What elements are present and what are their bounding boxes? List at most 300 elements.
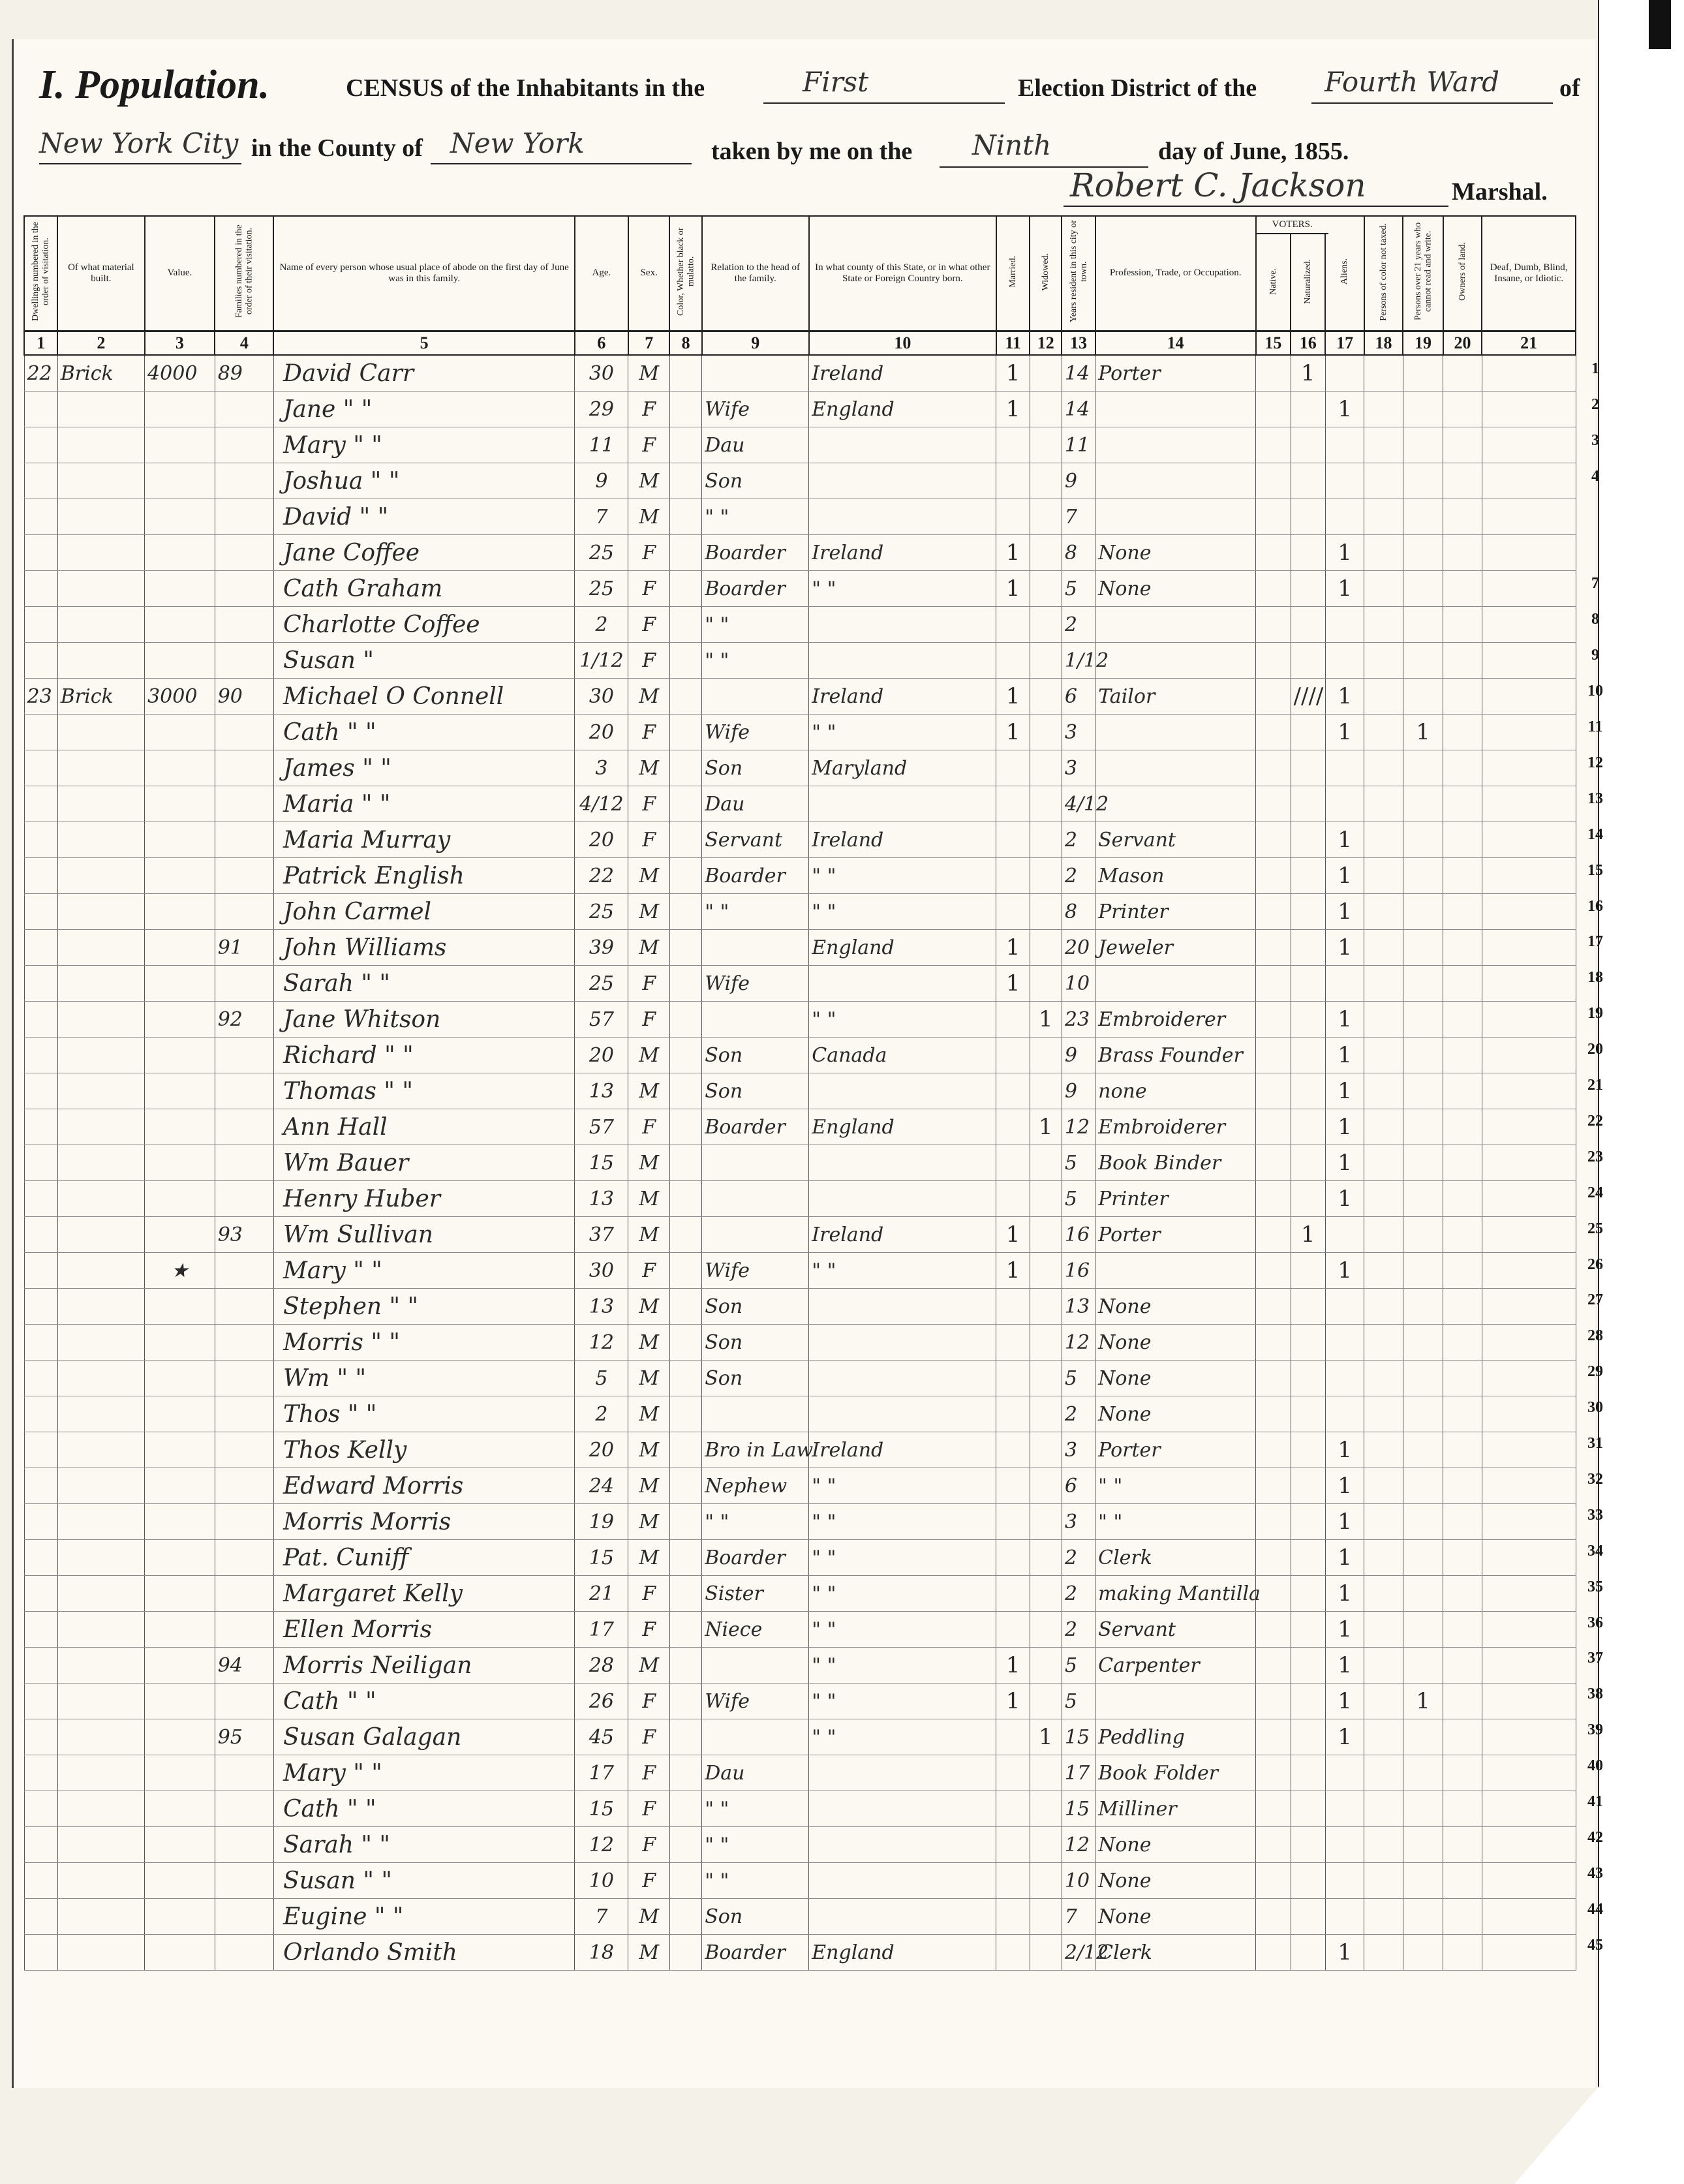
color [669,1648,701,1684]
naturalized-mark [1291,858,1325,894]
occupation: Embroiderer [1095,1002,1256,1038]
line-number: 17 [1587,933,1603,951]
color [669,607,701,643]
years-resident: 12 [1062,1827,1095,1863]
sex: M [628,1361,670,1396]
married-mark: 1 [996,1253,1030,1289]
alien-mark [1325,1217,1364,1253]
color-not-taxed-mark [1364,607,1403,643]
dwelling-number [24,1540,57,1576]
years-resident: 8 [1062,894,1095,930]
birthplace: " " [809,1719,996,1755]
person-name: Joshua " " [273,463,574,499]
person-name: Cath " " [273,715,574,750]
relation: Son [702,1325,809,1361]
person-name: Sarah " " [273,966,574,1002]
cannot-read-mark [1403,894,1443,930]
birthplace: Ireland [809,1217,996,1253]
relation [702,1719,809,1755]
property-value [145,786,215,822]
person-name: Jane Coffee [273,535,574,571]
cannot-read-mark [1403,1002,1443,1038]
column-number: 3 [145,331,215,356]
married-mark [996,1935,1030,1971]
birthplace: " " [809,1253,996,1289]
relation: " " [702,499,809,535]
married-mark: 1 [996,1217,1030,1253]
table-row [24,392,1576,427]
building-material [57,1217,144,1253]
building-material [57,1576,144,1612]
age: 37 [575,1217,628,1253]
person-name: Thos " " [273,1396,574,1432]
birthplace [809,463,996,499]
occupation: Jeweler [1095,930,1256,966]
naturalized-mark [1291,1432,1325,1468]
widowed-mark [1030,1612,1062,1648]
naturalized-mark: 1 [1291,355,1325,392]
color [669,1432,701,1468]
person-name: Maria " " [273,786,574,822]
married-mark [996,786,1030,822]
line-number: 34 [1587,1542,1603,1560]
column-number: 13 [1062,331,1095,356]
birthplace: Ireland [809,535,996,571]
family-number [215,607,273,643]
native-mark [1256,427,1291,463]
years-resident: 15 [1062,1719,1095,1755]
occupation: Clerk [1095,1540,1256,1576]
property-value: 4000 [145,355,215,392]
column-number: 11 [996,331,1030,356]
birthplace [809,1145,996,1181]
census-of-label: CENSUS of the Inhabitants in the [346,74,705,102]
years-resident: 3 [1062,750,1095,786]
person-name: Eugine " " [273,1899,574,1935]
property-value [145,1325,215,1361]
dwelling-number [24,1432,57,1468]
person-name: Patrick English [273,858,574,894]
alien-mark: 1 [1325,1002,1364,1038]
land-owner-mark [1443,1612,1482,1648]
cannot-read-mark [1403,499,1443,535]
building-material [57,1684,144,1719]
naturalized-mark [1291,1109,1325,1145]
alien-mark [1325,1289,1364,1325]
married-mark [996,499,1030,535]
color [669,1791,701,1827]
color [669,1827,701,1863]
family-number [215,822,273,858]
alien-mark: 1 [1325,1935,1364,1971]
sex: M [628,1540,670,1576]
color [669,1073,701,1109]
relation: Bro in Law [702,1432,809,1468]
building-material [57,822,144,858]
age: 17 [575,1612,628,1648]
relation [702,355,809,392]
native-mark [1256,1396,1291,1432]
widowed-mark [1030,1325,1062,1361]
native-mark [1256,1468,1291,1504]
header-age: Age. [575,216,628,331]
widowed-mark [1030,607,1062,643]
land-owner-mark [1443,1504,1482,1540]
color-not-taxed-mark [1364,463,1403,499]
table-row [24,1396,1576,1432]
cannot-read-mark [1403,1325,1443,1361]
occupation [1095,750,1256,786]
age: 15 [575,1145,628,1181]
building-material [57,1899,144,1935]
occupation: None [1095,1899,1256,1935]
native-mark [1256,1899,1291,1935]
occupation: " " [1095,1468,1256,1504]
line-number: 39 [1587,1721,1603,1739]
building-material [57,750,144,786]
alien-mark [1325,607,1364,643]
dwelling-number [24,1719,57,1755]
years-resident: 13 [1062,1289,1095,1325]
widowed-mark [1030,1289,1062,1325]
land-owner-mark [1443,679,1482,715]
property-value [145,607,215,643]
table-row [24,1648,1576,1684]
age: 2 [575,607,628,643]
dwelling-number [24,1361,57,1396]
disability [1482,1755,1576,1791]
occupation: Printer [1095,894,1256,930]
sex: M [628,679,670,715]
color [669,1217,701,1253]
line-number: 30 [1587,1399,1603,1417]
building-material [57,427,144,463]
years-resident: 2 [1062,822,1095,858]
alien-mark [1325,1863,1364,1899]
line-number: 18 [1587,969,1603,987]
age: 24 [575,1468,628,1504]
person-name: Cath " " [273,1791,574,1827]
birthplace: " " [809,858,996,894]
married-mark: 1 [996,715,1030,750]
color-not-taxed-mark [1364,1073,1403,1109]
birthplace: England [809,392,996,427]
widowed-mark [1030,1145,1062,1181]
sex: M [628,355,670,392]
years-resident: 5 [1062,1145,1095,1181]
person-name: Richard " " [273,1038,574,1073]
years-resident: 7 [1062,499,1095,535]
age: 12 [575,1325,628,1361]
married-mark [996,1540,1030,1576]
color-not-taxed-mark [1364,1289,1403,1325]
age: 15 [575,1540,628,1576]
color-not-taxed-mark [1364,1576,1403,1612]
header-color: Color, Whether black or mulatto. [669,216,701,331]
column-number-row [24,331,1576,356]
naturalized-mark [1291,499,1325,535]
dwelling-number [24,607,57,643]
building-material [57,571,144,607]
family-number [215,1504,273,1540]
person-name: Mary " " [273,427,574,463]
relation: Boarder [702,1935,809,1971]
cannot-read-mark [1403,1361,1443,1396]
cannot-read-mark [1403,643,1443,679]
married-mark [996,1576,1030,1612]
table-row [24,930,1576,966]
color [669,858,701,894]
disability [1482,1145,1576,1181]
color-not-taxed-mark [1364,894,1403,930]
relation: Son [702,1899,809,1935]
disability [1482,715,1576,750]
occupation [1095,463,1256,499]
person-name: Wm " " [273,1361,574,1396]
property-value [145,1863,215,1899]
native-mark [1256,1361,1291,1396]
native-mark [1256,643,1291,679]
line-number: 40 [1587,1757,1603,1775]
property-value [145,894,215,930]
birthplace: Maryland [809,750,996,786]
age: 7 [575,1899,628,1935]
widowed-mark [1030,1217,1062,1253]
widowed-mark [1030,499,1062,535]
widowed-mark [1030,1935,1062,1971]
dwelling-number [24,1289,57,1325]
table-row [24,1540,1576,1576]
family-number: 90 [215,679,273,715]
person-name: Sarah " " [273,1827,574,1863]
disability [1482,571,1576,607]
naturalized-mark [1291,966,1325,1002]
sex: F [628,607,670,643]
cannot-read-mark: 1 [1403,1684,1443,1719]
property-value [145,1217,215,1253]
person-name: Charlotte Coffee [273,607,574,643]
building-material [57,1755,144,1791]
widowed-mark [1030,1396,1062,1432]
alien-mark: 1 [1325,715,1364,750]
widowed-mark [1030,463,1062,499]
cannot-read-mark [1403,786,1443,822]
cannot-read-mark [1403,858,1443,894]
birthplace: " " [809,894,996,930]
line-number: 23 [1587,1148,1603,1165]
age: 45 [575,1719,628,1755]
age: 13 [575,1181,628,1217]
occupation: None [1095,1325,1256,1361]
land-owner-mark [1443,1038,1482,1073]
color-not-taxed-mark [1364,786,1403,822]
birthplace: " " [809,1648,996,1684]
table-row [24,1038,1576,1073]
table-row [24,571,1576,607]
native-mark [1256,1181,1291,1217]
sex: F [628,427,670,463]
birthplace [809,1289,996,1325]
sex: F [628,966,670,1002]
table-row [24,1576,1576,1612]
column-number: 12 [1030,331,1062,356]
color-not-taxed-mark [1364,1827,1403,1863]
alien-mark [1325,966,1364,1002]
color-not-taxed-mark [1364,1038,1403,1073]
naturalized-mark [1291,1253,1325,1289]
cannot-read-mark [1403,535,1443,571]
occupation [1095,1684,1256,1719]
alien-mark [1325,427,1364,463]
sex: M [628,1325,670,1361]
birthplace [809,607,996,643]
years-resident: 5 [1062,1181,1095,1217]
building-material [57,1935,144,1971]
table-row [24,1325,1576,1361]
married-mark: 1 [996,571,1030,607]
disability [1482,1217,1576,1253]
sex: F [628,643,670,679]
occupation: None [1095,1289,1256,1325]
disability [1482,1827,1576,1863]
married-mark: 1 [996,392,1030,427]
widowed-mark [1030,679,1062,715]
color [669,1935,701,1971]
birthplace: Ireland [809,1432,996,1468]
widowed-mark: 1 [1030,1719,1062,1755]
color-not-taxed-mark [1364,1540,1403,1576]
naturalized-mark [1291,750,1325,786]
occupation: Mason [1095,858,1256,894]
table-row [24,1612,1576,1648]
color [669,392,701,427]
years-resident: 16 [1062,1253,1095,1289]
family-number [215,1145,273,1181]
married-mark [996,463,1030,499]
family-number [215,499,273,535]
birthplace [809,1396,996,1432]
building-material [57,463,144,499]
occupation [1095,715,1256,750]
alien-mark: 1 [1325,571,1364,607]
taken-by-label: taken by me on the [711,138,913,165]
dwelling-number [24,1181,57,1217]
dwelling-number [24,1899,57,1935]
family-number [215,1899,273,1935]
county-handwritten: New York [450,127,585,159]
header-relation: Relation to the head of the family. [702,216,809,331]
naturalized-mark [1291,1361,1325,1396]
alien-mark: 1 [1325,930,1364,966]
table-row [24,1109,1576,1145]
line-number: 7 [1591,575,1599,592]
line-number: 16 [1587,897,1603,915]
age: 15 [575,1791,628,1827]
relation: Wife [702,1253,809,1289]
cannot-read-mark [1403,1648,1443,1684]
disability [1482,822,1576,858]
color-not-taxed-mark [1364,1791,1403,1827]
married-mark [996,1038,1030,1073]
relation: Wife [702,715,809,750]
married-mark [996,1719,1030,1755]
cannot-read-mark [1403,1289,1443,1325]
color-not-taxed-mark [1364,1253,1403,1289]
widowed-mark [1030,894,1062,930]
table-row [24,607,1576,643]
marshal-signature: Robert C. Jackson [1070,166,1366,204]
disability [1482,427,1576,463]
age: 57 [575,1002,628,1038]
color-not-taxed-mark [1364,679,1403,715]
building-material [57,1612,144,1648]
color-not-taxed-mark [1364,1684,1403,1719]
naturalized-mark [1291,1719,1325,1755]
sex: F [628,715,670,750]
disability [1482,392,1576,427]
native-mark [1256,930,1291,966]
years-resident: 5 [1062,571,1095,607]
birthplace: " " [809,571,996,607]
table-row [24,1719,1576,1755]
widowed-mark [1030,966,1062,1002]
disability [1482,966,1576,1002]
line-number: 4 [1591,467,1599,485]
naturalized-mark [1291,1468,1325,1504]
color [669,715,701,750]
cannot-read-mark [1403,1038,1443,1073]
widowed-mark [1030,1899,1062,1935]
land-owner-mark [1443,535,1482,571]
married-mark: 1 [996,355,1030,392]
disability [1482,750,1576,786]
family-number [215,750,273,786]
cannot-read-mark [1403,1719,1443,1755]
color-not-taxed-mark [1364,535,1403,571]
married-mark [996,1899,1030,1935]
column-number: 17 [1325,331,1364,356]
alien-mark [1325,643,1364,679]
header-married: Married. [996,216,1030,331]
disability [1482,930,1576,966]
family-number [215,1181,273,1217]
alien-mark [1325,499,1364,535]
of-label: of [1559,74,1580,102]
cannot-read-mark [1403,1181,1443,1217]
disability [1482,643,1576,679]
property-value [145,1719,215,1755]
marshal-blank [1064,206,1448,207]
election-district-label: Election District of the [1018,74,1257,102]
disability [1482,499,1576,535]
naturalized-mark [1291,1827,1325,1863]
line-number: 42 [1587,1828,1603,1846]
table-row [24,858,1576,894]
family-number: 94 [215,1648,273,1684]
naturalized-mark [1291,1002,1325,1038]
years-resident: 5 [1062,1684,1095,1719]
alien-mark [1325,1827,1364,1863]
property-value [145,1791,215,1827]
sex: F [628,1612,670,1648]
birthplace: " " [809,715,996,750]
building-material [57,1648,144,1684]
age: 21 [575,1576,628,1612]
color-not-taxed-mark [1364,1899,1403,1935]
land-owner-mark [1443,1935,1482,1971]
property-value [145,463,215,499]
relation: Son [702,1361,809,1396]
